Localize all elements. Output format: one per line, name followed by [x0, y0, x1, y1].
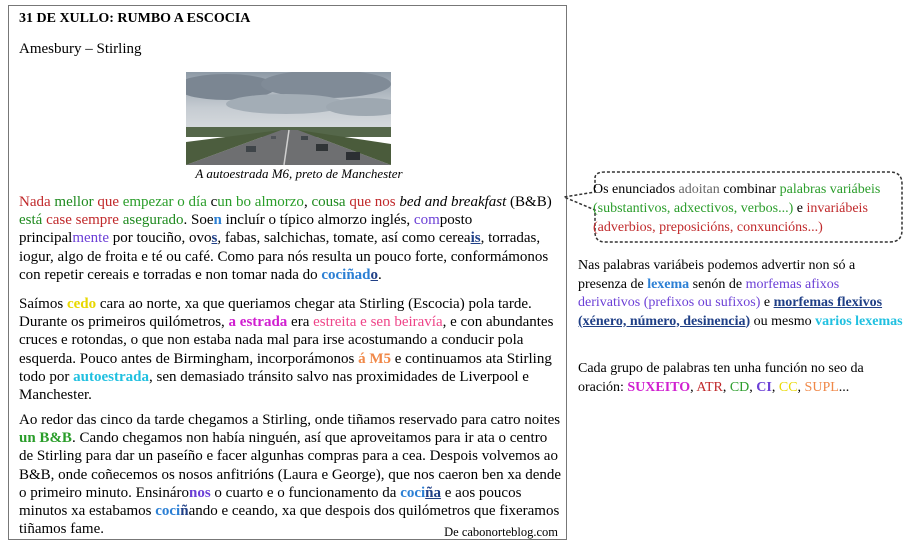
text-segment: mellor — [54, 194, 98, 210]
text-segment: c — [210, 194, 218, 210]
text-segment: . Cando chegamos non había ninguén, así que aproveitamos para ir ata o centro de Stirling para dar un paseíño e facer algunhas compras para a cea. Despois volvemos ao B&B, onde coñecemos os nosos anfitrións (Laura e George), que nos caeron ben xa dende o primeiro minuto. Ensináro — [19, 430, 562, 501]
text-segment: asegurado — [122, 212, 184, 229]
text-segment: e — [793, 201, 807, 216]
text-segment: (substantivos, adxectivos, verbos...) — [593, 201, 794, 216]
text-segment: bed and breakfast — [399, 194, 507, 210]
text-segment: ATR — [696, 379, 723, 395]
text-segment: invariábeis — [806, 201, 868, 216]
text-segment: s — [211, 230, 218, 247]
text-segment: Os enunciados — [593, 182, 679, 197]
text-segment: posto principal — [19, 212, 473, 247]
text-segment: n — [213, 212, 222, 229]
text-segment: CI — [756, 379, 772, 395]
paragraph-stirling — [19, 411, 563, 538]
text-segment: , torradas, iogur, algo de froita e té ou café. Como para nós resulta un pouco forte, conformámonos con repetir cereais e torradas e non tomar nada do — [19, 230, 549, 283]
text-segment: era — [287, 314, 314, 331]
text-segment: nos — [188, 484, 211, 501]
text-segment: CC — [778, 379, 798, 395]
text-segment: , e con abundantes cruces e rotondas, o que non estaba nada mal para irse acostumando a conducir pola esquerda. Pouco antes de Birmingham, incorporámonos — [19, 314, 554, 367]
text-segment: e aos poucos minutos xa estabamos — [19, 484, 522, 520]
source-credit: De cabonorteblog.com — [444, 525, 558, 539]
text-segment: incluír o típico almorzo inglés, — [221, 212, 414, 229]
text-segment: Nas palabras variábeis podemos advertir non só a presenza de — [578, 258, 856, 292]
text-segment: combinar — [723, 182, 780, 197]
text-segment: adoitan — [678, 182, 724, 197]
text-segment: cedo — [66, 296, 97, 312]
text-segment: a estrada — [228, 314, 288, 331]
text-segment: Cada grupo de palabras ten unha función no seo da oración: — [578, 361, 864, 395]
article-title: 31 DE XULLO: RUMBO A ESCOCIA — [19, 11, 251, 26]
text-segment: coci — [155, 503, 181, 520]
text-segment: que — [349, 194, 375, 210]
paragraph-breakfast — [19, 193, 563, 284]
text-segment: morfemas flexivos (xénero, número, desinencia) — [578, 295, 883, 329]
text-segment: o cuarto e o funcionamento da — [210, 484, 401, 501]
text-segment: . — [378, 266, 382, 283]
text-segment: morfemas afixos derivativos (prefixos ou sufixos) — [578, 276, 840, 310]
text-segment: senón de — [689, 276, 746, 292]
text-segment: , — [722, 379, 730, 395]
text-segment: nos — [374, 194, 400, 210]
text-segment: (B&B) — [506, 194, 552, 210]
text-segment: ando e ceando, xa que despois dos quilómetros que fixeramos tiñamos fame. — [19, 503, 560, 538]
text-segment: SUXEITO — [627, 379, 691, 395]
text-segment: cousa — [311, 194, 350, 210]
text-segment: is — [470, 230, 481, 247]
text-segment: ña — [425, 484, 442, 501]
text-segment: ñad — [346, 266, 371, 283]
text-segment: coci — [321, 266, 347, 283]
text-segment: com — [413, 212, 440, 229]
text-segment: o — [370, 266, 379, 283]
text-segment: , — [771, 379, 779, 395]
text-segment: á M5 — [358, 350, 392, 367]
article-card — [8, 5, 567, 540]
text-segment: estreita e sen beiravía — [313, 314, 443, 331]
text-segment: que — [97, 194, 123, 210]
text-segment: Saímos — [19, 296, 67, 312]
text-segment: , — [303, 194, 312, 210]
note-morphemes — [578, 257, 903, 331]
photo-caption: A autoestrada M6, preto de Manchester — [195, 166, 403, 181]
text-segment: , — [797, 379, 805, 395]
text-segment: empezar o día — [122, 194, 211, 210]
text-segment: coci — [400, 484, 426, 501]
text-segment: , sen demasiado tránsito salvo nas proximidades de Liverpool e Manchester. — [19, 368, 529, 404]
text-segment: por touciño, ovo — [108, 230, 212, 247]
text-segment: está — [19, 212, 47, 229]
text-segment: SUPL — [804, 379, 839, 395]
text-segment: , — [690, 379, 697, 395]
text-segment: e continuamos ata Stirling todo por — [19, 350, 552, 385]
text-segment: CD — [729, 379, 750, 395]
text-segment: Ao redor das cinco da tarde chegamos a Stirling, onde tiñamos reservado para catro noites — [19, 412, 561, 428]
text-segment: e — [760, 295, 774, 310]
text-segment: ... — [838, 379, 850, 395]
text-segment: cara ao norte, xa que queriamos chegar ata Stirling (Escocia) pola tarde. Durante os primeiros quilómetros, — [19, 296, 532, 331]
motorway-photo — [186, 72, 391, 165]
text-segment: case sempre — [46, 212, 123, 229]
paragraph-road — [19, 295, 563, 404]
route-subtitle: Amesbury – Stirling — [19, 41, 142, 57]
text-segment: un bo almorzo — [217, 194, 304, 210]
text-segment: varios lexemas — [815, 313, 903, 329]
text-segment: ou mesmo — [750, 313, 816, 329]
text-segment: (adverbios, preposicións, conxuncións...) — [593, 220, 823, 235]
text-segment: , — [749, 379, 757, 395]
text-segment: mente — [72, 230, 109, 247]
text-segment: palabras variábeis — [779, 182, 881, 197]
text-segment: ñ — [180, 503, 189, 520]
note-functions — [578, 360, 903, 397]
text-segment: , fabas, salchichas, tomate, así como cerea — [217, 230, 471, 247]
text-segment: . Soe — [183, 212, 214, 229]
text-segment: un B&B — [19, 430, 72, 447]
text-segment: lexema — [647, 276, 690, 292]
text-segment: autoestrada — [73, 368, 149, 385]
text-segment: Nada — [19, 194, 55, 210]
bubble-note — [593, 180, 903, 237]
